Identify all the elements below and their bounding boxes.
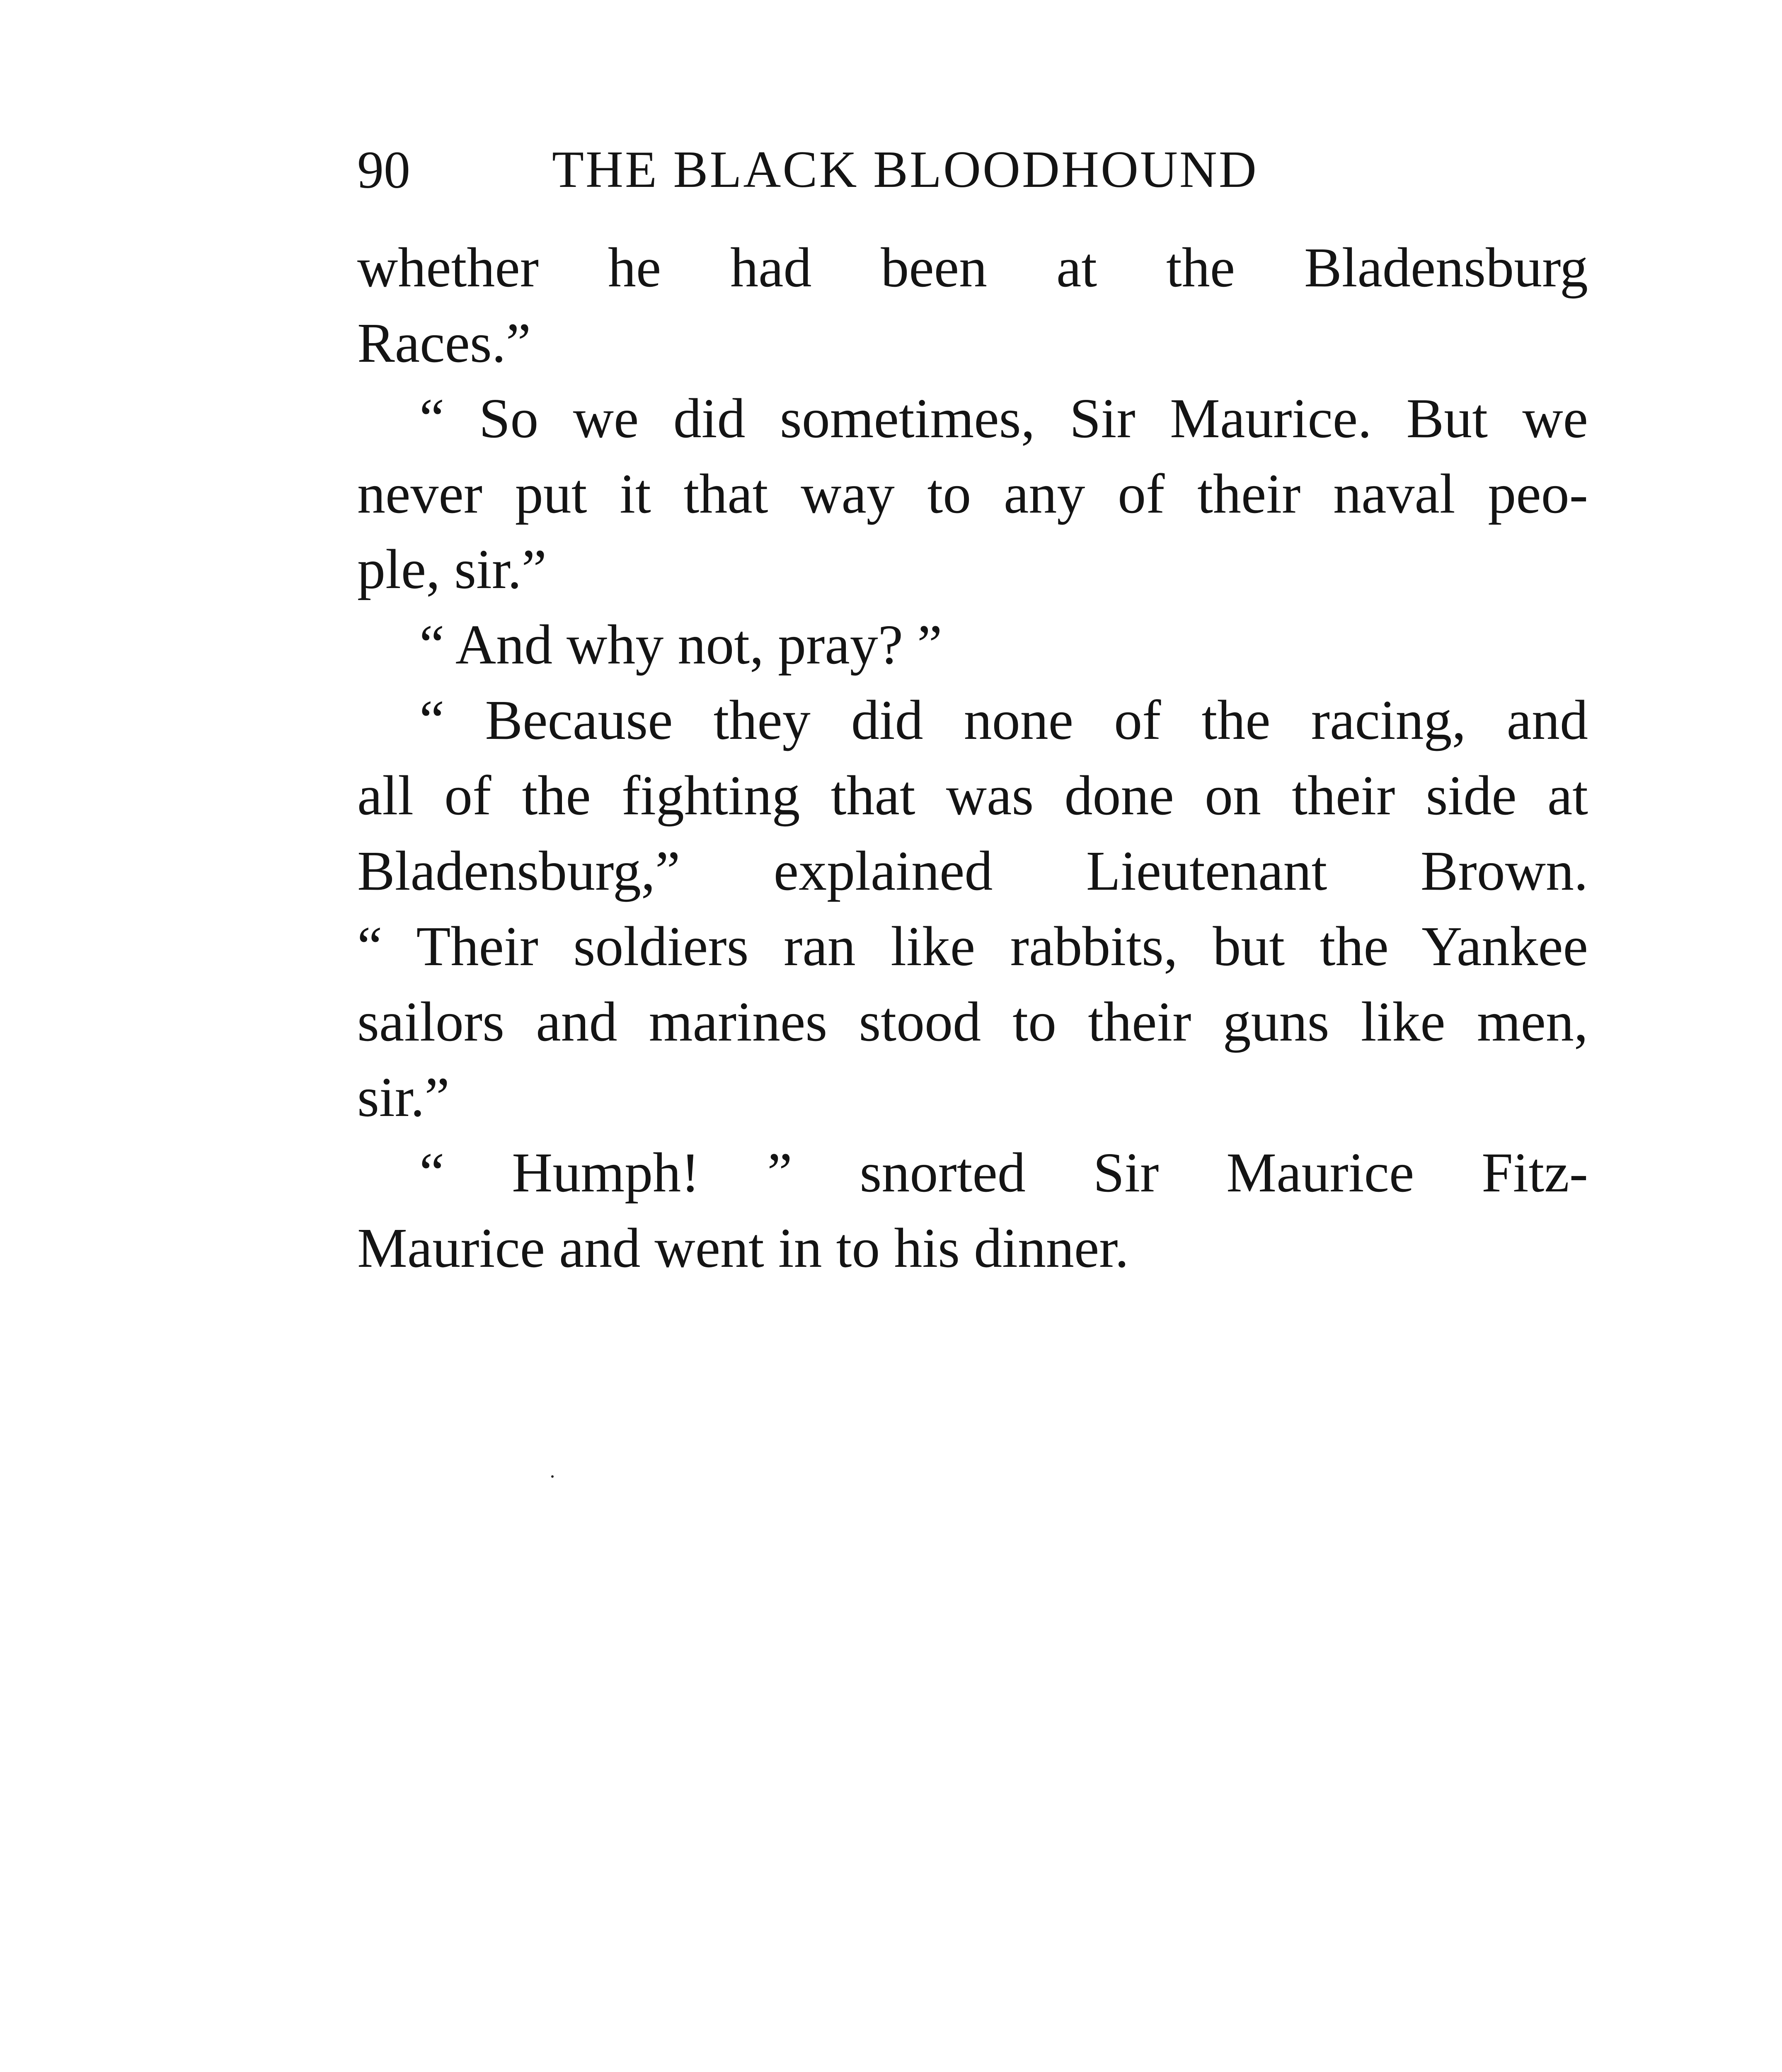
page-header [357, 137, 1600, 203]
text-line: “ Their soldiers ran like rabbits, but the Yankee [357, 915, 1588, 978]
print-speck [551, 1475, 554, 1478]
text-line: Bladensburg,” explained Lieutenant Brown. [357, 840, 1588, 902]
text-line: ple, sir.” [357, 538, 547, 600]
text-line: whether he had been at the Bladensburg [357, 237, 1588, 299]
text-line: “ Humph! ” snorted Sir Maurice Fitz- [419, 1142, 1588, 1204]
text-line: sir.” [357, 1066, 450, 1128]
text-line: all of the fighting that was done on their side at [357, 765, 1588, 827]
text-line: “ And why not, pray? ” [419, 614, 942, 676]
text-line: Races.” [357, 312, 531, 374]
text-line: sailors and marines stood to their guns like men, [357, 991, 1588, 1053]
body-text [357, 230, 1588, 1286]
running-title: THE BLACK BLOODHOUND [552, 141, 1258, 198]
text-line: never put it that way to any of their naval peo- [357, 463, 1588, 525]
text-line: “ Because they did none of the racing, and [419, 689, 1588, 751]
page-number: 90 [357, 140, 410, 199]
text-line: Maurice and went in to his dinner. [357, 1217, 1129, 1279]
text-line: “ So we did sometimes, Sir Maurice. But we [419, 387, 1588, 450]
